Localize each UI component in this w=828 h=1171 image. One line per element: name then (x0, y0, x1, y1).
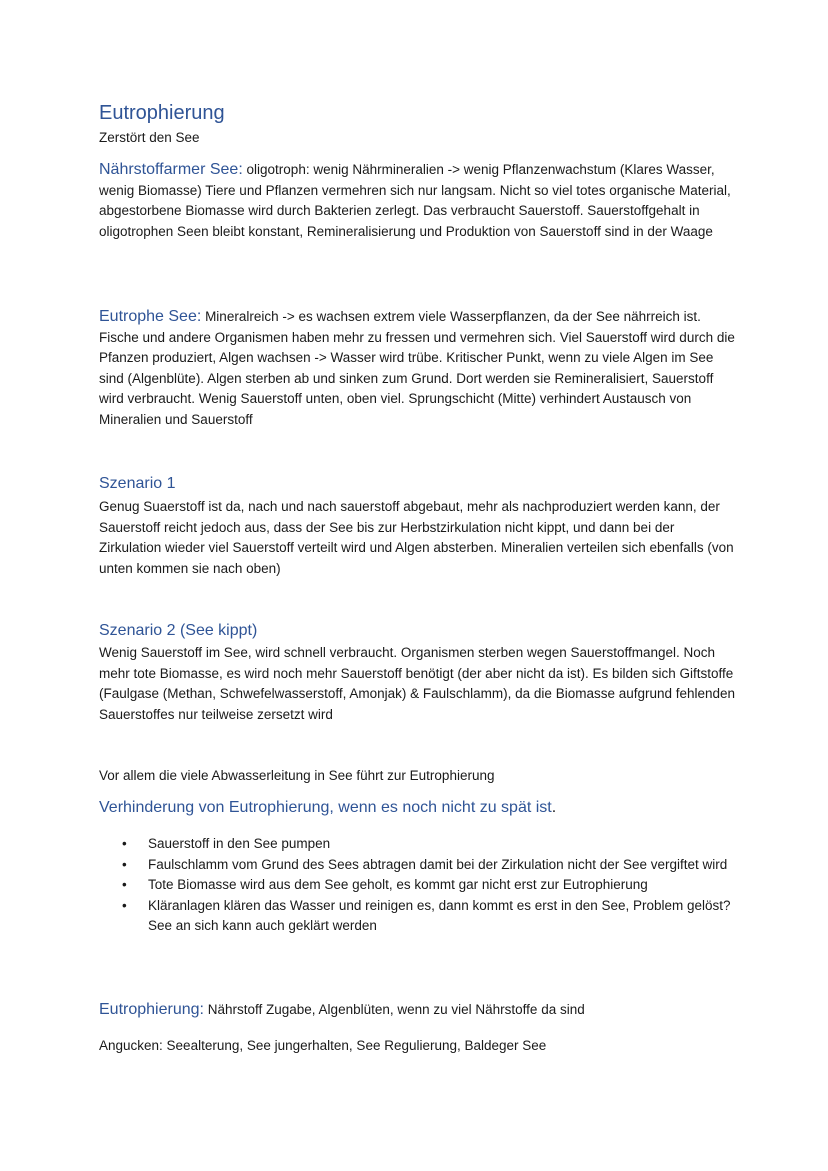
page-subtitle: Zerstört den See (99, 130, 200, 145)
list-item-text: Faulschlamm vom Grund des Sees abtragen damit bei der Zirkulation nicht der See vergiftet wird (148, 856, 728, 872)
section-oligotroph (99, 160, 739, 242)
scenario-2-heading: Szenario 2 (See kippt) (99, 622, 258, 639)
section-text: oligotroph: wenig Nährmineralien -> wenig Pflanzenwachstum (Klares Wasser, wenig Biomasse) Tiere und Pflanzen vermehren sich nur langsam. Nicht so viel totes organische Material, abgestorbene Biomasse wird durch Bakterien zerlegt. Das verbraucht Sauerstoff. Sauerstoffgehalt in oligotrophen Seen bleibt konstant, Remineralisierung und Produktion von Sauerstoff sind in der Waage (99, 162, 731, 239)
section-lead: Nährstoffarmer See: (99, 161, 243, 178)
list-item (99, 896, 739, 937)
list-item-text: Kläranlagen klären das Wasser und reinigen es, dann kommt es erst in den See, Problem gelöst? See an sich kann auch geklärt werden (148, 897, 731, 933)
note-text: Vor allem die viele Abwasserleitung in See führt zur Eutrophierung (99, 768, 495, 783)
bullet-icon: • (122, 877, 127, 892)
scenario-1-text: Genug Suaerstoff ist da, nach und nach sauerstoff abgebaut, mehr als nachproduziert werden kann, der Sauerstoff reicht jedoch aus, dass der See bis zur Herbstzirkulation nicht kippt, und dann bei der Zirkulation wieder viel Sauerstoff verteilt wird und Algen absterben. Mineralien verteilen sich ebenfalls (von unten kommen sie nach oben) (99, 499, 734, 576)
prevention-heading-text: Verhinderung von Eutrophierung, wenn es noch nicht zu spät ist (99, 799, 552, 816)
list-item-text: Tote Biomasse wird aus dem See geholt, es kommt gar nicht erst zur Eutrophierung (148, 877, 648, 892)
list-item (99, 875, 739, 896)
prevention-heading-suffix: . (551, 799, 557, 816)
section-lead: Eutrophe See: (99, 308, 202, 325)
section-eutroph (99, 307, 739, 430)
scenario-1-heading: Szenario 1 (99, 475, 176, 492)
bullet-icon: • (122, 836, 127, 851)
page-title: Eutrophierung (99, 102, 225, 124)
bullet-icon: • (122, 856, 127, 872)
footer-note: Angucken: Seealterung, See jungerhalten, See Regulierung, Baldeger See (99, 1038, 547, 1053)
prevention-list (99, 834, 739, 937)
bullet-icon: • (122, 897, 127, 913)
scenario-2-text: Wenig Sauerstoff im See, wird schnell verbraucht. Organismen sterben wegen Sauerstoffmangel. Noch mehr tote Biomasse, es wird noch mehr Sauerstoff benötigt (der aber nicht da ist). Es bilden sich Giftstoffe (Faulgase (Methan, Schwefelwasserstoff, Amonjak) & Faulschlamm), da die Biomasse aufgrund fehlenden Sauerstoffes nur teilweise zersetzt wird (99, 645, 736, 722)
summary-section (99, 1000, 739, 1021)
list-item (99, 855, 739, 876)
summary-text: Nährstoff Zugabe, Algenblüten, wenn zu viel Nährstoffe da sind (207, 1002, 585, 1017)
summary-lead: Eutrophierung: (99, 1001, 204, 1018)
list-item-text: Sauerstoff in den See pumpen (148, 836, 331, 851)
list-item (99, 834, 739, 855)
prevention-heading (99, 797, 739, 819)
section-text: Mineralreich -> es wachsen extrem viele Wasserpflanzen, da der See nährreich ist. Fische und andere Organismen haben mehr zu fressen und vermehren sich. Viel Sauerstoff wird durch die Pfanzen produziert, Algen wachsen -> Wasser wird trübe. Kritischer Punkt, wenn zu viele Algen im See sind (Algenblüte). Algen sterben ab und sinken zum Grund. Dort werden sie Remineralisiert, Sauerstoff wird verbraucht. Wenig Sauerstoff unten, oben viel. Sprungschicht (Mitte) verhindert Austausch von Mineralien und Sauerstoff (99, 309, 735, 427)
